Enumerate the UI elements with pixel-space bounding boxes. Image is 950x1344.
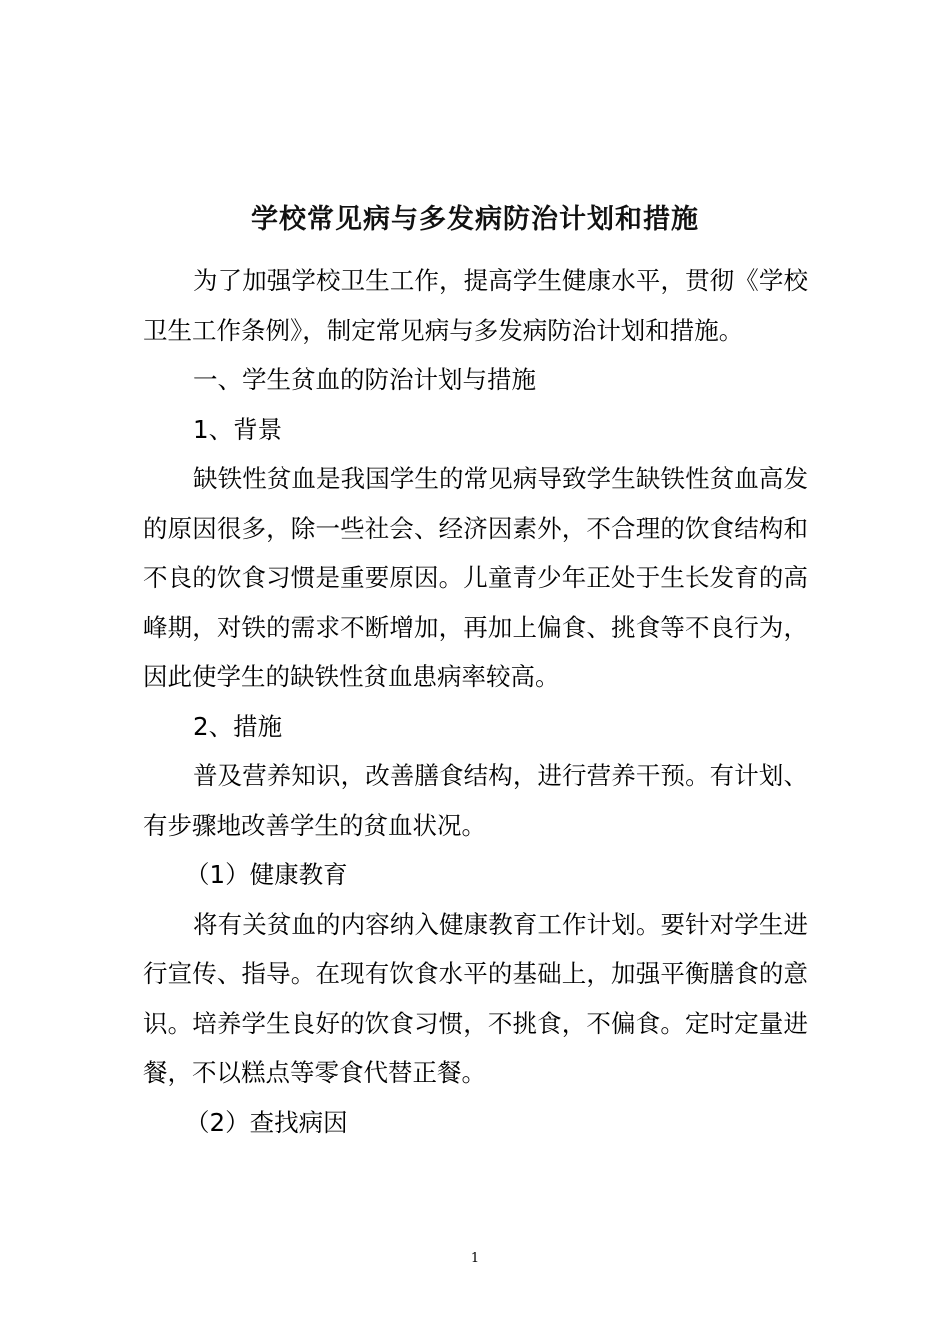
subheading-find-cause: （2）查找病因 bbox=[185, 1107, 348, 1137]
document-body bbox=[143, 256, 808, 1147]
health-education-paragraph: 将有关贫血的内容纳入健康教育工作计划。要针对学生进行宣传、指导。在现有饮食水平的基础上，加强平衡膳食的意识。培养学生良好的饮食习惯，不挑食，不偏食。定时定量进餐，不以糕点等零食代替正餐。 bbox=[143, 909, 808, 1087]
subheading-background: 1、背景 bbox=[193, 414, 283, 444]
document-title: 学校常见病与多发病防治计划和措施 bbox=[251, 204, 699, 236]
page-number: 1 bbox=[470, 1251, 480, 1266]
subheading-health-education: （1）健康教育 bbox=[185, 860, 348, 889]
subheading-measures: 2、措施 bbox=[193, 711, 283, 741]
measures-paragraph: 普及营养知识，改善膳食结构，进行营养干预。有计划、有步骤地改善学生的贫血状况。 bbox=[143, 761, 808, 840]
background-paragraph: 缺铁性贫血是我国学生的常见病导致学生缺铁性贫血高发的原因很多，除一些社会、经济因素外，不合理的饮食结构和不良的饮食习惯是重要原因。儿童青少年正处于生长发育的高峰期，对铁的需求不断增加，再加上偏食、挑食等不良行为，因此使学生的缺铁性贫血患病率较高。 bbox=[143, 464, 808, 691]
intro-paragraph: 为了加强学校卫生工作，提高学生健康水平，贯彻《学校卫生工作条例》，制定常见病与多发病防治计划和措施。 bbox=[143, 266, 808, 345]
section-heading-anemia: 一、学生贫血的防治计划与措施 bbox=[193, 365, 536, 394]
